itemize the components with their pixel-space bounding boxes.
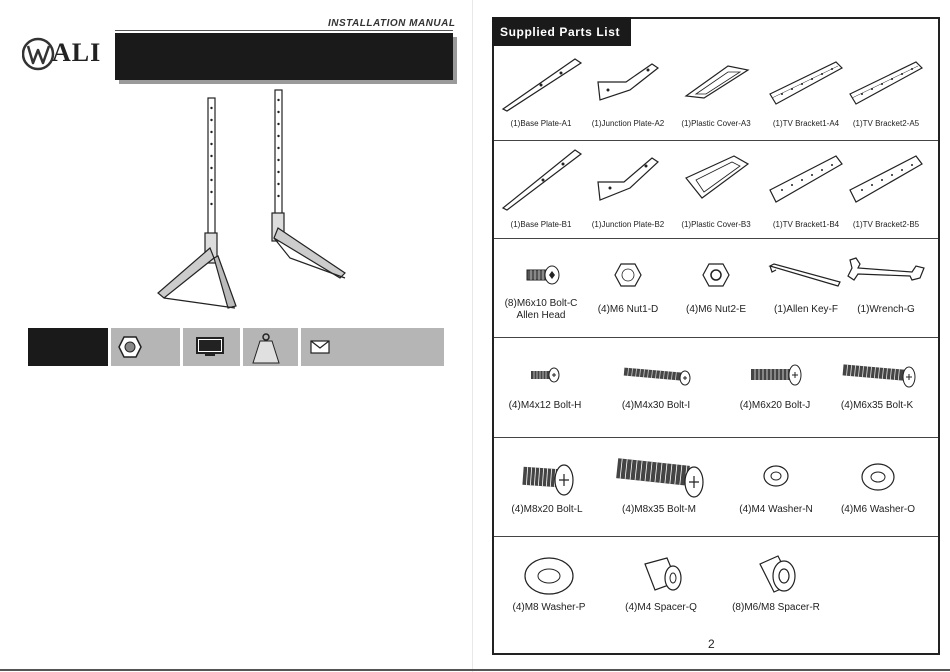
junction-plate-icon <box>596 62 660 102</box>
allen-bolt-icon <box>525 264 561 286</box>
part-label: (8)M6/M8 Spacer-R <box>732 602 820 613</box>
cap-nut-icon <box>614 262 642 288</box>
tv-bracket-icon <box>848 60 924 108</box>
part-label: (4)M4 Washer-N <box>739 504 813 515</box>
washer-icon <box>762 464 790 488</box>
part-label: (1)Base Plate-A1 <box>510 119 572 128</box>
part-label: (1)TV Bracket2-B5 <box>852 220 920 229</box>
part-label: (1)Plastic Cover-B3 <box>681 220 751 229</box>
part-label: (4)M6 Nut1-D <box>597 304 659 315</box>
part-label: (1)TV Bracket1-A4 <box>772 119 840 128</box>
part-label: (1)Wrench-G <box>857 304 915 315</box>
icon-bar-separator <box>108 328 111 366</box>
screw-icon <box>749 362 803 388</box>
part-label: (4)M4 Spacer-Q <box>625 602 697 613</box>
part-label: (8)M6x10 Bolt-C Allen Head <box>504 298 578 321</box>
washer-icon <box>860 462 896 492</box>
page-number: 2 <box>708 637 715 651</box>
base-plate-icon <box>501 146 583 212</box>
part-label: (4)M8 Washer-P <box>512 602 586 613</box>
hex-nut-icon <box>118 336 142 358</box>
tv-icon <box>196 337 224 357</box>
plastic-cover-icon <box>684 154 750 200</box>
icon-bar-black-cell <box>28 328 108 366</box>
page-gutter <box>472 0 473 672</box>
base-plate-icon <box>501 55 583 113</box>
washer-icon <box>523 556 575 596</box>
part-label: (4)M4x30 Bolt-I <box>621 400 691 411</box>
header-rule <box>115 30 453 31</box>
part-label: (1)Junction Plate-A2 <box>591 119 665 128</box>
screw-icon <box>529 366 561 384</box>
envelope-icon <box>310 340 330 354</box>
part-label: (4)M8x20 Bolt-L <box>511 504 583 515</box>
plastic-cover-icon <box>684 64 750 100</box>
part-label: (1)Allen Key-F <box>774 304 838 315</box>
part-label: (1)TV Bracket2-A5 <box>852 119 920 128</box>
feature-icon-bar <box>28 328 444 366</box>
spacer-icon <box>754 552 798 596</box>
left-page <box>0 0 472 672</box>
part-label: (1)TV Bracket1-B4 <box>772 220 840 229</box>
allen-key-icon <box>768 262 844 288</box>
tv-bracket-icon <box>768 154 844 204</box>
part-label: (1)Junction Plate-B2 <box>591 220 665 229</box>
part-label: (4)M6x20 Bolt-J <box>739 400 811 411</box>
screw-icon <box>521 458 575 498</box>
header-bar <box>115 33 453 80</box>
screw-icon <box>622 364 692 386</box>
row-divider <box>494 337 938 338</box>
junction-plate-icon <box>596 156 660 202</box>
row-divider <box>494 437 938 438</box>
tv-bracket-icon <box>768 60 844 108</box>
tv-stand-illustration <box>150 88 360 313</box>
part-label: (1)Base Plate-B1 <box>510 220 572 229</box>
screw-icon <box>841 360 917 390</box>
wrench-icon <box>846 256 926 286</box>
weight-icon <box>252 332 280 364</box>
row-divider <box>494 536 938 537</box>
screw-icon <box>615 452 705 500</box>
bottom-rule <box>0 669 950 671</box>
part-label: (4)M6 Nut2-E <box>685 304 747 315</box>
icon-bar-separator <box>298 328 301 366</box>
spacer-icon <box>637 556 685 594</box>
icon-bar-separator <box>240 328 243 366</box>
row-divider <box>494 238 938 239</box>
part-label: (4)M8x35 Bolt-M <box>622 504 696 515</box>
part-label: (4)M6 Washer-O <box>840 504 916 515</box>
part-label: (1)Plastic Cover-A3 <box>681 119 751 128</box>
parts-list-title: Supplied Parts List <box>492 17 631 46</box>
tv-bracket-icon <box>848 154 924 204</box>
part-label: (4)M6x35 Bolt-K <box>840 400 914 411</box>
installation-manual-label: INSTALLATION MANUAL <box>328 18 456 29</box>
icon-bar-separator <box>180 328 183 366</box>
hex-nut-icon <box>702 262 730 288</box>
row-divider <box>494 140 938 141</box>
brand-name: ALI <box>52 38 102 67</box>
part-label: (4)M4x12 Bolt-H <box>508 400 582 411</box>
